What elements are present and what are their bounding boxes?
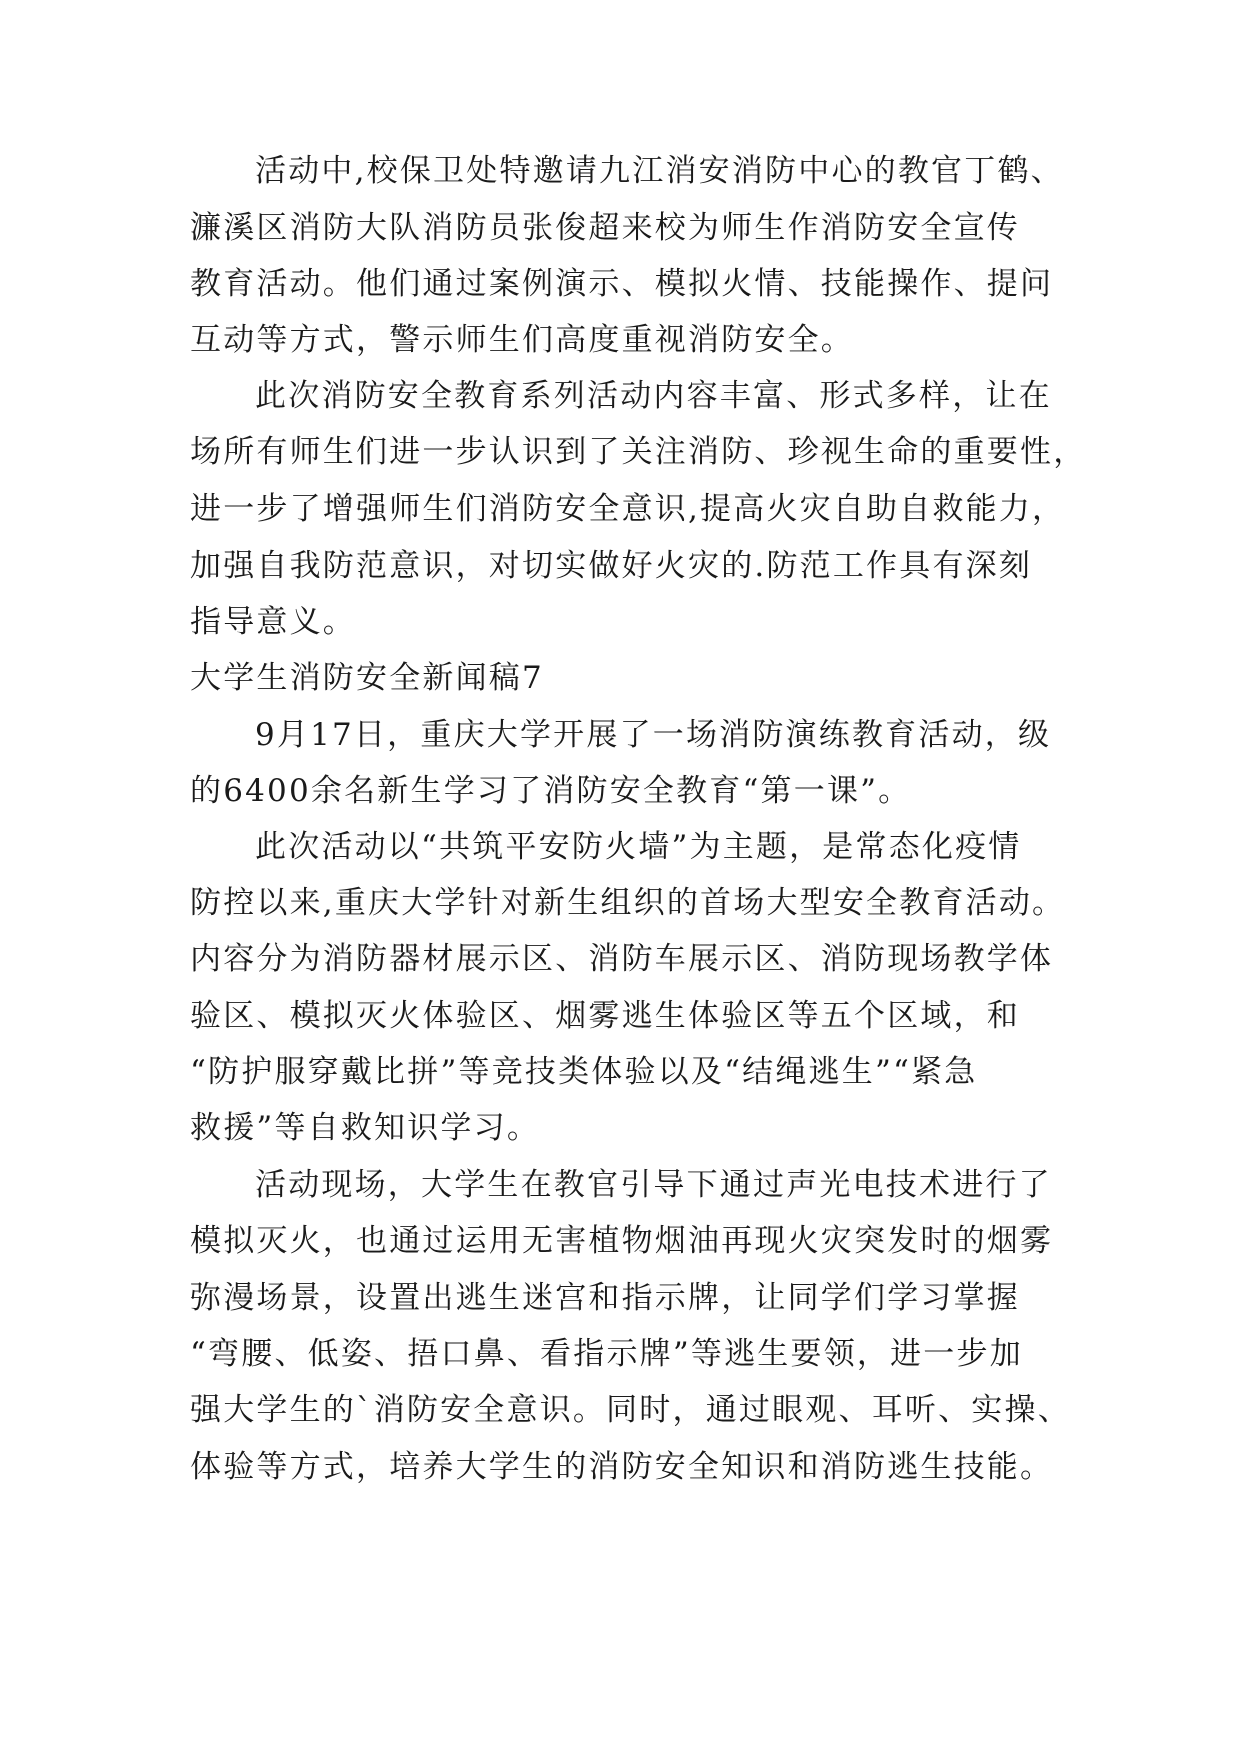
- paragraph-2-line-3: 进一步了增强师生们消防安全意识,提高火灾自助自救能力，: [190, 491, 1066, 527]
- paragraph-4-line-2: 防控以来,重庆大学针对新生组织的首场大型安全教育活动。: [190, 885, 1066, 921]
- paragraph-5-line-1: 活动现场，大学生在教官引导下通过声光电技术进行了: [255, 1167, 1052, 1203]
- paragraph-2-line-1: 此次消防安全教育系列活动内容丰富、形式多样，让在: [255, 378, 1052, 414]
- paragraph-2-line-5: 指导意义。: [190, 604, 356, 640]
- paragraph-1-line-1: 活动中,校保卫处特邀请九江消安消防中心的教官丁鹤、: [255, 153, 1064, 189]
- section-heading: 大学生消防安全新闻稿7: [190, 660, 544, 696]
- paragraph-5-line-6: 体验等方式，培养大学生的消防安全知识和消防逃生技能。: [190, 1449, 1054, 1485]
- paragraph-5-line-5: 强大学生的`消防安全意识。同时，通过眼观、耳听、实操、: [190, 1392, 1071, 1428]
- paragraph-3-line-1: 9月17日，重庆大学开展了一场消防演练教育活动，级: [255, 717, 1052, 753]
- paragraph-1-line-4: 互动等方式，警示师生们高度重视消防安全。: [190, 322, 854, 358]
- paragraph-5-line-4: “弯腰、低姿、捂口鼻、看指示牌”等逃生要领，进一步加: [190, 1336, 1023, 1372]
- paragraph-1-line-3: 教育活动。他们通过案例演示、模拟火情、技能操作、提问: [190, 266, 1054, 302]
- paragraph-2-line-4: 加强自我防范意识，对切实做好火灾的.防范工作具有深刻: [190, 548, 1033, 584]
- paragraph-2-line-2: 场所有师生们进一步认识到了关注消防、珍视生命的重要性，: [190, 434, 1087, 470]
- paragraph-1-line-2: 濂溪区消防大队消防员张俊超来校为师生作消防安全宣传: [190, 210, 1020, 246]
- paragraph-4-line-6: 救援”等自救知识学习。: [190, 1110, 541, 1146]
- paragraph-4-line-1: 此次活动以“共筑平安防火墙”为主题，是常态化疫情: [255, 829, 1022, 865]
- paragraph-5-line-2: 模拟灭火，也通过运用无害植物烟油再现火灾突发时的烟雾: [190, 1223, 1054, 1259]
- paragraph-3-line-2: 的6400余名新生学习了消防安全教育“第一课”。: [190, 773, 912, 809]
- paragraph-4-line-3: 内容分为消防器材展示区、消防车展示区、消防现场教学体: [190, 941, 1054, 977]
- paragraph-4-line-5: “防护服穿戴比拼”等竞技类体验以及“结绳逃生”“紧急: [190, 1054, 978, 1090]
- paragraph-5-line-3: 弥漫场景，设置出逃生迷宫和指示牌，让同学们学习掌握: [190, 1280, 1020, 1316]
- paragraph-4-line-4: 验区、模拟灭火体验区、烟雾逃生体验区等五个区域，和: [190, 998, 1020, 1034]
